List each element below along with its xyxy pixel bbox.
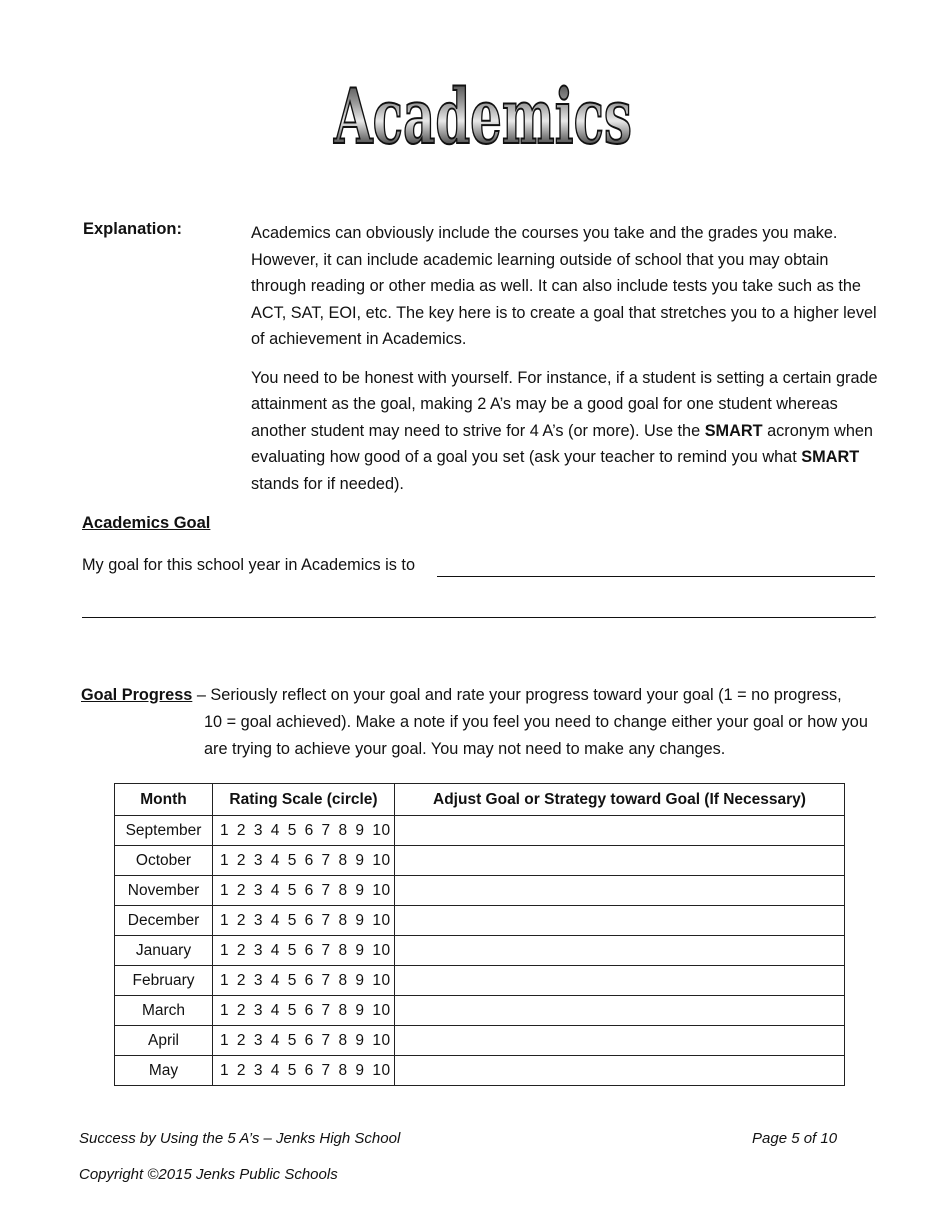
explanation-body xyxy=(251,220,881,509)
goal-end-mark: . xyxy=(873,605,877,621)
table-row xyxy=(115,816,845,846)
adjust-note-cell[interactable] xyxy=(395,816,845,846)
adjust-note-cell[interactable] xyxy=(395,1026,845,1056)
adjust-note-cell[interactable] xyxy=(395,846,845,876)
adjust-header: Adjust Goal or Strategy toward Goal (If Necessary) xyxy=(395,784,845,816)
title-graphic xyxy=(330,55,640,165)
rating-scale-cell[interactable]: 1 2 3 4 5 6 7 8 9 10 xyxy=(213,936,395,966)
table-row xyxy=(115,996,845,1026)
rating-scale-cell[interactable]: 1 2 3 4 5 6 7 8 9 10 xyxy=(213,906,395,936)
goal-prompt: My goal for this school year in Academics is to xyxy=(82,556,416,574)
month-cell: January xyxy=(115,936,213,966)
goal-answer-line-2[interactable] xyxy=(82,617,874,618)
month-cell: May xyxy=(115,1056,213,1086)
table-row xyxy=(115,1056,845,1086)
explanation-paragraph-1: Academics can obviously include the courses you take and the grades you make. However, it can include academic learning outside of school that you may obtain through reading or other media as well. It can also include tests you take such as the ACT, SAT, EOI, etc. The key here is to create a goal that stretches you to a higher level of achievement in Academics. xyxy=(251,224,877,348)
explanation-label: Explanation: xyxy=(83,220,183,238)
footer-title: Success by Using the 5 A’s – Jenks High School xyxy=(79,1130,401,1147)
month-cell: February xyxy=(115,966,213,996)
month-cell: September xyxy=(115,816,213,846)
rating-scale-cell[interactable]: 1 2 3 4 5 6 7 8 9 10 xyxy=(213,816,395,846)
adjust-note-cell[interactable] xyxy=(395,906,845,936)
rating-scale-cell[interactable]: 1 2 3 4 5 6 7 8 9 10 xyxy=(213,876,395,906)
month-cell: December xyxy=(115,906,213,936)
month-cell: November xyxy=(115,876,213,906)
title-text: Academics xyxy=(333,72,632,161)
footer-copyright: Copyright ©2015 Jenks Public Schools xyxy=(79,1166,338,1183)
table-header-row xyxy=(115,784,845,816)
smart-term-2: SMART xyxy=(801,448,860,466)
adjust-note-cell[interactable] xyxy=(395,876,845,906)
adjust-note-cell[interactable] xyxy=(395,1056,845,1086)
rating-scale-cell[interactable]: 1 2 3 4 5 6 7 8 9 10 xyxy=(213,1056,395,1086)
footer-page-number: Page 5 of 10 xyxy=(752,1130,838,1147)
table-row xyxy=(115,906,845,936)
table-row xyxy=(115,846,845,876)
rating-scale-cell[interactable]: 1 2 3 4 5 6 7 8 9 10 xyxy=(213,1026,395,1056)
p2-text-c: stands for if needed). xyxy=(251,474,404,493)
month-cell: March xyxy=(115,996,213,1026)
goal-heading: Academics Goal xyxy=(82,514,211,532)
goal-answer-line-1[interactable] xyxy=(437,576,875,577)
title-wordart xyxy=(330,55,640,165)
scale-header: Rating Scale (circle) xyxy=(213,784,395,816)
progress-line-1: Seriously reflect on your goal and rate your progress toward your goal (1 = no progress, xyxy=(210,686,842,704)
p2-text-a: You need to be honest with yourself. For instance, if a student is setting a certain grade attainment as the goal, making 2 A’s may be a good goal for one student whereas another student may need to strive for 4 A’s (or more). Use the xyxy=(251,368,878,440)
rating-scale-cell[interactable]: 1 2 3 4 5 6 7 8 9 10 xyxy=(213,966,395,996)
explanation-paragraph-2 xyxy=(251,365,881,498)
smart-term-1: SMART xyxy=(704,421,763,440)
rating-table xyxy=(114,783,845,1086)
table-row xyxy=(115,966,845,996)
adjust-note-cell[interactable] xyxy=(395,966,845,996)
adjust-note-cell[interactable] xyxy=(395,996,845,1026)
progress-instructions-line-1 xyxy=(81,682,881,709)
month-header: Month xyxy=(115,784,213,816)
progress-heading: Goal Progress xyxy=(81,686,193,704)
table-row xyxy=(115,876,845,906)
progress-dash: – xyxy=(192,686,211,704)
month-cell: April xyxy=(115,1026,213,1056)
adjust-note-cell[interactable] xyxy=(395,936,845,966)
rating-scale-cell[interactable]: 1 2 3 4 5 6 7 8 9 10 xyxy=(213,996,395,1026)
month-cell: October xyxy=(115,846,213,876)
rating-scale-cell[interactable]: 1 2 3 4 5 6 7 8 9 10 xyxy=(213,846,395,876)
table-row xyxy=(115,936,845,966)
progress-instructions-rest: 10 = goal achieved). Make a note if you feel you need to change either your goal or how you are trying to achieve your goal. You may not need to make any changes. xyxy=(204,713,868,758)
table-row xyxy=(115,1026,845,1056)
p2-text-b: acronym when evaluating how good of a goal you set (ask your teacher to remind you what xyxy=(251,421,873,466)
